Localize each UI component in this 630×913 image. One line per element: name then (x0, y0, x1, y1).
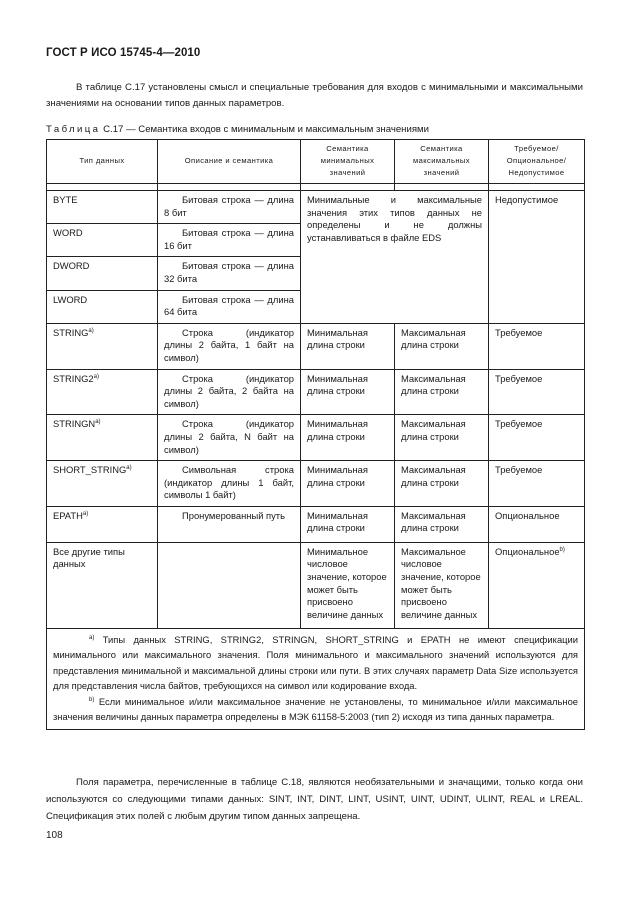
notes-row (47, 628, 585, 729)
desc-cell: Символьная строка (индикатор длины 1 байт, символы 1 байт) (158, 461, 301, 507)
desc-cell: Строка (индикатор длины 2 байта, N байт на символ) (158, 415, 301, 461)
merged-req-cell: Недопустимое (489, 191, 585, 324)
table-row (47, 415, 585, 461)
footnote-mark: а) (93, 373, 99, 380)
footnote-mark: b) (89, 696, 95, 703)
desc-cell: Строка (индикатор длины 2 байта, 2 байта на символ) (158, 369, 301, 415)
desc-cell: Битовая строка — длина 8 бит (158, 191, 301, 224)
type-cell: SHORT_STRING (53, 464, 127, 476)
table-row (47, 191, 585, 224)
table-caption (46, 124, 429, 135)
type-cell: LWORD (53, 293, 88, 305)
max-cell: Максимальная длина строки (395, 461, 489, 507)
footnote-b (53, 694, 578, 725)
type-cell: WORD (53, 227, 83, 239)
desc-cell: Битовая строка — длина 16 бит (158, 224, 301, 257)
req-cell: Требуемое (489, 323, 585, 369)
intro-paragraph: В таблице С.17 установлены смысл и специальные требования для входов с минимальными и максимальными значениями на основании типов данных параметров. (46, 82, 583, 109)
table-row (47, 506, 585, 542)
type-cell: STRINGN (53, 418, 96, 430)
type-cell: Все другие типы данных (53, 545, 125, 570)
caption-text: С.17 — Семантика входов с минимальным и максимальным значениями (103, 124, 429, 135)
desc-cell: Битовая строка — длина 64 бита (158, 290, 301, 323)
footnote-mark: а) (95, 419, 101, 426)
type-cell: BYTE (53, 194, 78, 205)
header-cell: Требуемое/ Опциональное/ Недопустимое (489, 140, 585, 184)
table-header-row (47, 140, 585, 184)
max-cell: Максимальное числовое значение, которое может быть присвоено величине данных (395, 542, 489, 628)
footnote-mark: а) (89, 634, 95, 641)
min-cell: Минимальная длина строки (301, 415, 395, 461)
header-cell: Описание и семантика (158, 140, 301, 184)
merged-min-max-cell: Минимальные и максимальные значения этих типов данных не определены и не должны устанавливаться в файле EDS (301, 191, 489, 324)
desc-cell (158, 542, 301, 628)
max-cell: Максимальная длина строки (395, 415, 489, 461)
desc-cell: Битовая строка — длина 32 бита (158, 257, 301, 290)
type-cell: STRING (53, 326, 89, 338)
type-cell: EPATH (53, 509, 83, 521)
document-code: ГОСТ Р ИСО 15745-4—2010 (46, 47, 201, 59)
min-cell: Минимальная длина строки (301, 461, 395, 507)
min-cell: Минимальная длина строки (301, 323, 395, 369)
header-cell: Тип данных (47, 140, 158, 184)
page-number: 108 (46, 830, 63, 841)
min-cell: Минимальная длина строки (301, 506, 395, 542)
max-cell: Максимальная длина строки (395, 506, 489, 542)
caption-word: Таблица (46, 124, 101, 135)
req-cell: Требуемое (489, 461, 585, 507)
req-cell: Опциональное (489, 506, 585, 542)
table-row (47, 323, 585, 369)
table-row (47, 369, 585, 415)
table-row (47, 542, 585, 628)
table-row (47, 461, 585, 507)
req-cell: Требуемое (489, 415, 585, 461)
footnote-mark: b) (559, 546, 565, 553)
footnote-a (53, 632, 578, 694)
type-cell: STRING2 (53, 372, 94, 384)
footnote-mark: а) (88, 327, 94, 334)
desc-cell: Пронумерованный путь (158, 506, 301, 542)
gap-row (47, 184, 585, 191)
max-cell: Максимальная длина строки (395, 323, 489, 369)
semantics-table (46, 139, 585, 730)
header-cell: Семантика минимальных значений (301, 140, 395, 184)
req-cell: Опциональное (495, 545, 560, 557)
footnote-mark: а) (126, 465, 132, 472)
bottom-paragraph: Поля параметра, перечисленные в таблице С.18, являются необязательными и значащими, только когда они используются со следующими типами данных: SINT, INT, DINT, LINT, USINT, UINT, UDINT, ULINT, REAL и LREAL. Спецификация этих полей с любым другим типом данных запрещена. (46, 777, 583, 822)
footnote-text: Типы данных STRING, STRING2, STRINGN, SHORT_STRING и EPATH не имеют спецификации минимального или максимального значения. Поля минимального и максимального значений используются для представления минимальной и максимальной длины строки или пути. В этих случаях параметр Data Size используется для представления числа байтов, требующихся на символ или кодирование входа. (53, 633, 578, 692)
footnote-mark: а) (82, 510, 89, 517)
max-cell: Максимальная длина строки (395, 369, 489, 415)
header-cell: Семантика максимальных значений (395, 140, 489, 184)
footnote-text: Если минимальное и/или максимальное значение не установлены, то минимальное и/или максимальное значения величины данных параметра определены в МЭК 61158-5:2003 (тип 2) исходя из типа данных параметра. (53, 695, 578, 723)
type-cell: DWORD (53, 260, 90, 272)
desc-cell: Строка (индикатор длины 2 байта, 1 байт на символ) (158, 323, 301, 369)
req-cell: Требуемое (489, 369, 585, 415)
min-cell: Минимальное числовое значение, которое может быть присвоено величине данных (301, 542, 395, 628)
min-cell: Минимальная длина строки (301, 369, 395, 415)
